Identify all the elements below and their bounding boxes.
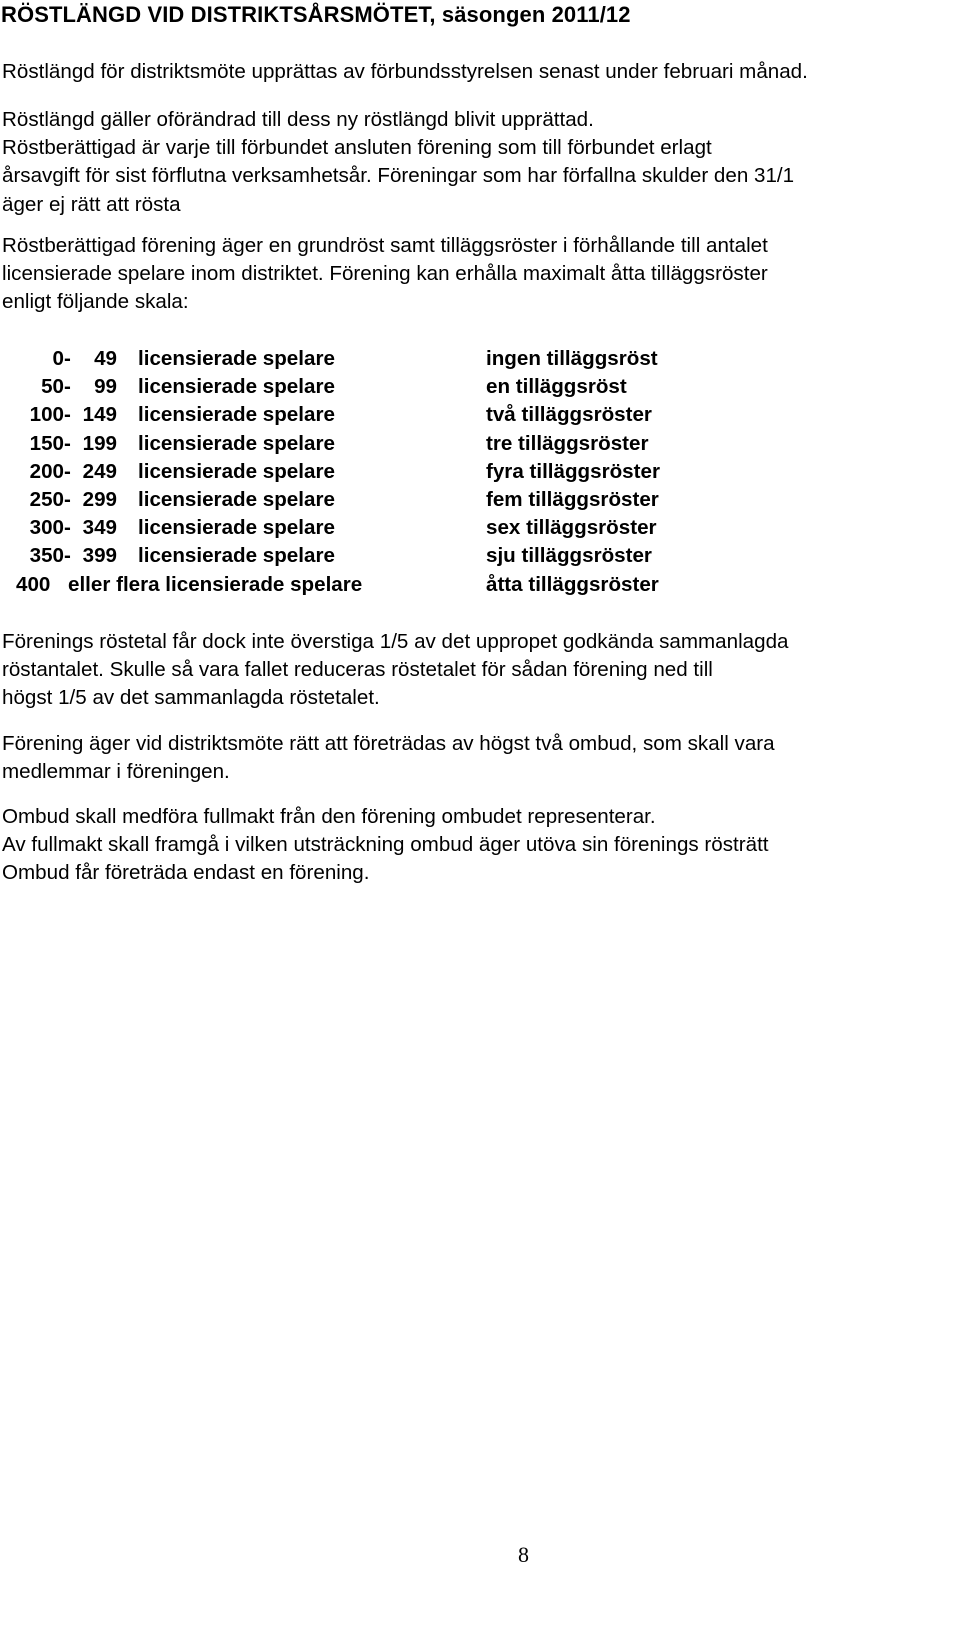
scale-row [0,458,760,486]
range-to: 399 [82,544,117,568]
text-line: Förening äger vid distriktsmöte rätt att företrädas av högst två ombud, som skall vara [2,732,775,755]
text-line: äger ej rätt att rösta [2,192,181,216]
range-from: 150 [29,431,64,455]
extra-votes: två tilläggsröster [486,403,652,427]
paragraph-proxy [2,803,947,888]
player-unit: licensierade spelare [138,375,335,399]
scale-row [0,373,760,401]
player-unit: licensierade spelare [138,544,335,568]
text-line: Förenings röstetal får dock inte överstiga 1/5 av det uppropet godkända sammanlagda [2,630,789,653]
range-to: 299 [82,487,117,511]
text-line: Röstberättigad förening äger en grundröst samt tilläggsröster i förhållande till antalet [2,234,768,257]
player-unit: licensierade spelare [138,459,335,483]
extra-votes: sex tilläggsröster [486,516,657,540]
text-line: medlemmar i föreningen. [2,760,230,784]
text-line: Av fullmakt skall framgå i vilken utsträckning ombud äger utöva sin förenings rösträtt [2,833,769,857]
page-number: 8 [518,1542,529,1567]
paragraph-eligibility [2,106,947,219]
extra-votes: fyra tilläggsröster [486,459,660,483]
range-from: 350 [29,544,64,568]
text-line: Ombud skall medföra fullmakt från den förening ombudet representerar. [2,805,656,828]
paragraph-delegates [2,730,947,786]
scale-row [0,514,760,542]
range-from: 400 [16,572,51,596]
paragraph-vote-cap [2,628,947,713]
extra-votes: åtta tilläggsröster [486,572,659,596]
range-from: 300 [29,516,64,540]
range-from: 0 [52,347,64,370]
text-line: Röstlängd gäller oförändrad till dess ny röstlängd blivit upprättad. [2,108,594,131]
range-to: 349 [82,516,117,540]
range-separator: - [64,544,71,568]
text-line: Röstlängd för distriktsmöte upprättas av förbundsstyrelsen senast under februari månad. [2,60,808,83]
range-separator: - [64,403,71,427]
range-to: 199 [82,431,117,455]
player-unit: licensierade spelare [138,347,335,370]
range-from: 100 [29,403,64,427]
scale-row [0,345,760,373]
extra-votes: en tilläggsröst [486,375,627,399]
range-separator: - [64,347,71,370]
text-line: högst 1/5 av det sammanlagda röstetalet. [2,686,380,710]
text-line: licensierade spelare inom distriktet. Förening kan erhålla maximalt åtta tilläggsröster [2,262,768,286]
player-unit: eller flera licensierade spelare [68,572,363,596]
range-to: 149 [82,403,117,427]
votes-scale-table [0,345,760,599]
range-separator: - [64,431,71,455]
text-line: årsavgift för sist förflutna verksamhetsår. Föreningar som har förfallna skulder den 31/1 [2,164,795,188]
range-from: 50 [41,375,64,399]
scale-row [0,486,760,514]
range-from: 200 [29,459,64,483]
player-unit: licensierade spelare [138,516,335,540]
extra-votes: sju tilläggsröster [486,544,652,568]
range-to: 249 [82,459,117,483]
paragraph-extra-votes [2,232,947,317]
page-title: RÖSTLÄNGD VID DISTRIKTSÅRSMÖTET, säsongen 2011/12 [1,2,631,27]
range-separator: - [64,516,71,540]
scale-row [0,401,760,429]
range-separator: - [64,459,71,483]
text-line: Ombud får företräda endast en förening. [2,861,370,885]
extra-votes: tre tilläggsröster [486,431,649,455]
text-line: enligt följande skala: [2,290,189,314]
text-line: Röstberättigad är varje till förbundet ansluten förening som till förbundet erlagt [2,136,712,160]
player-unit: licensierade spelare [138,403,335,427]
extra-votes: ingen tilläggsröst [486,347,658,370]
player-unit: licensierade spelare [138,431,335,455]
range-to: 99 [94,375,117,399]
player-unit: licensierade spelare [138,487,335,511]
scale-row [0,430,760,458]
scale-row [0,542,760,570]
range-from: 250 [29,487,64,511]
range-separator: - [64,487,71,511]
range-separator: - [64,375,71,399]
extra-votes: fem tilläggsröster [486,487,659,511]
scale-row [0,571,760,599]
paragraph-roll-preparation [2,58,947,86]
text-line: röstantalet. Skulle så vara fallet reduceras röstetalet för sådan förening ned till [2,658,713,682]
range-to: 49 [94,347,117,370]
